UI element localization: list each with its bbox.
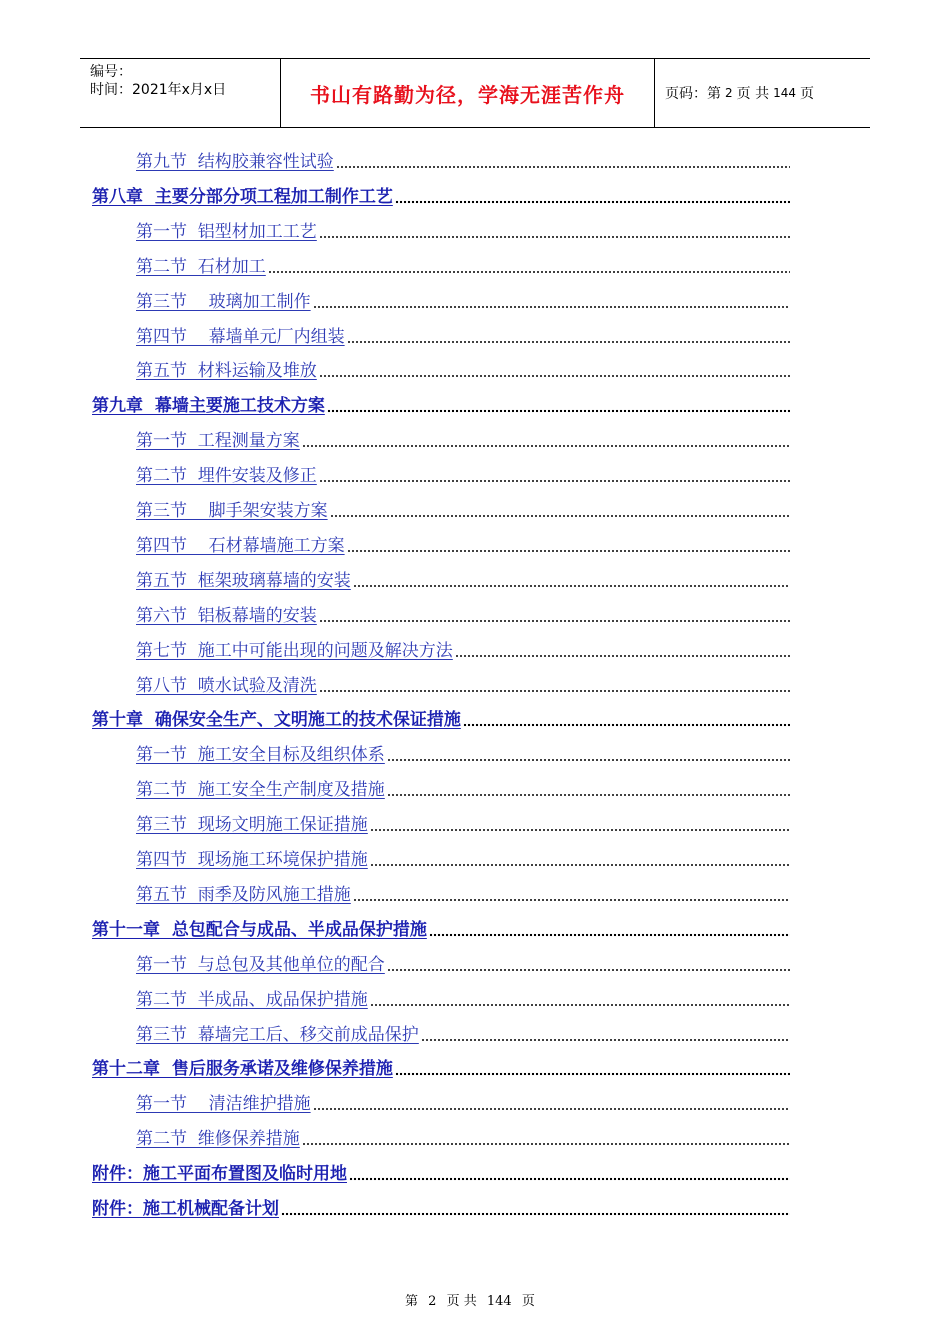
toc-dot-leader bbox=[319, 619, 790, 623]
footer-page-post: 页 bbox=[521, 1294, 535, 1309]
toc-section-entry[interactable] bbox=[136, 881, 790, 905]
toc-dot-leader bbox=[347, 549, 790, 553]
toc-dot-leader bbox=[395, 1072, 790, 1076]
toc-section-entry[interactable] bbox=[136, 1021, 790, 1045]
toc-dot-leader bbox=[387, 793, 790, 797]
document-time-label: 时间：2021年x月x日 bbox=[90, 82, 227, 98]
toc-entry-link[interactable]: 第五节 雨季及防风施工措施 bbox=[136, 885, 351, 905]
toc-entry-link[interactable]: 第一节 铝型材加工工艺 bbox=[136, 222, 317, 242]
toc-section-entry[interactable] bbox=[136, 1125, 790, 1149]
toc-section-entry[interactable] bbox=[136, 148, 790, 172]
header-page-label-pre: 页码：第 bbox=[665, 86, 721, 102]
toc-section-entry[interactable] bbox=[136, 567, 790, 591]
toc-section-entry[interactable] bbox=[136, 323, 790, 347]
toc-chapter-entry[interactable] bbox=[92, 916, 790, 940]
header-page-label-mid: 页 共 bbox=[736, 86, 770, 102]
toc-section-entry[interactable] bbox=[136, 951, 790, 975]
page-header bbox=[80, 58, 870, 128]
toc-dot-leader bbox=[463, 723, 790, 727]
toc-dot-leader bbox=[349, 1177, 790, 1181]
toc-entry-link[interactable]: 第十二章 售后服务承诺及维修保养措施 bbox=[92, 1059, 393, 1079]
toc-dot-leader bbox=[353, 898, 790, 902]
toc-entry-link[interactable]: 第四节 幕墙单元厂内组装 bbox=[136, 327, 345, 347]
toc-dot-leader bbox=[370, 1003, 790, 1007]
toc-section-entry[interactable] bbox=[136, 532, 790, 556]
toc-entry-link[interactable]: 第十一章 总包配合与成品、半成品保护措施 bbox=[92, 920, 427, 940]
toc-section-entry[interactable] bbox=[136, 497, 790, 521]
header-page-current: 2 bbox=[725, 86, 733, 100]
toc-section-entry[interactable] bbox=[136, 637, 790, 661]
toc-chapter-entry[interactable] bbox=[92, 706, 790, 730]
toc-section-entry[interactable] bbox=[136, 672, 790, 696]
toc-entry-link[interactable]: 附件：施工平面布置图及临时用地 bbox=[92, 1164, 347, 1184]
toc-dot-leader bbox=[387, 758, 790, 762]
toc-entry-link[interactable]: 第二节 石材加工 bbox=[136, 257, 266, 277]
toc-chapter-entry[interactable] bbox=[92, 392, 790, 416]
toc-entry-link[interactable]: 第七节 施工中可能出现的问题及解决方法 bbox=[136, 641, 453, 661]
toc-dot-leader bbox=[319, 235, 790, 239]
footer-page-total: 144 bbox=[486, 1294, 512, 1309]
toc-section-entry[interactable] bbox=[136, 986, 790, 1010]
toc-entry-link[interactable]: 第八章 主要分部分项工程加工制作工艺 bbox=[92, 187, 393, 207]
toc-dot-leader bbox=[370, 863, 790, 867]
toc-entry-link[interactable]: 附件：施工机械配备计划 bbox=[92, 1199, 279, 1219]
toc-dot-leader bbox=[319, 689, 790, 693]
footer-page-current: 2 bbox=[428, 1294, 437, 1309]
toc-entry-link[interactable]: 第四节 石材幕墙施工方案 bbox=[136, 536, 345, 556]
toc-section-entry[interactable] bbox=[136, 811, 790, 835]
document-number-label: 编号： bbox=[90, 64, 132, 80]
toc-entry-link[interactable]: 第三节 脚手架安装方案 bbox=[136, 501, 328, 521]
toc-dot-leader bbox=[370, 828, 790, 832]
header-page-total: 144 bbox=[773, 86, 796, 100]
toc-entry-link[interactable]: 第二节 半成品、成品保护措施 bbox=[136, 990, 368, 1010]
toc-entry-link[interactable]: 第九章 幕墙主要施工技术方案 bbox=[92, 396, 325, 416]
toc-entry-link[interactable]: 第八节 喷水试验及清洗 bbox=[136, 676, 317, 696]
toc-dot-leader bbox=[429, 933, 790, 937]
toc-entry-link[interactable]: 第五节 材料运输及堆放 bbox=[136, 361, 317, 381]
toc-chapter-entry[interactable] bbox=[92, 183, 790, 207]
toc-section-entry[interactable] bbox=[136, 253, 790, 277]
toc-dot-leader bbox=[302, 1142, 790, 1146]
toc-dot-leader bbox=[313, 305, 790, 309]
header-page-label-post: 页 bbox=[800, 86, 814, 102]
header-meta bbox=[80, 59, 281, 127]
toc-dot-leader bbox=[395, 200, 790, 204]
toc-section-entry[interactable] bbox=[136, 462, 790, 486]
toc-entry-link[interactable]: 第四节 现场施工环境保护措施 bbox=[136, 850, 368, 870]
toc-entry-link[interactable]: 第九节 结构胶兼容性试验 bbox=[136, 152, 334, 172]
footer-page-pre: 第 bbox=[405, 1294, 419, 1309]
toc-chapter-entry[interactable] bbox=[92, 1055, 790, 1079]
toc-entry-link[interactable]: 第一节 施工安全目标及组织体系 bbox=[136, 745, 385, 765]
toc-section-entry[interactable] bbox=[136, 218, 790, 242]
footer-page-mid: 页 共 bbox=[446, 1294, 477, 1309]
toc-section-entry[interactable] bbox=[136, 846, 790, 870]
toc-dot-leader bbox=[313, 1107, 790, 1111]
toc-section-entry[interactable] bbox=[136, 357, 790, 381]
toc-entry-link[interactable]: 第一节 清洁维护措施 bbox=[136, 1094, 311, 1114]
toc-section-entry[interactable] bbox=[136, 741, 790, 765]
toc-entry-link[interactable]: 第十章 确保安全生产、文明施工的技术保证措施 bbox=[92, 710, 461, 730]
toc-chapter-entry[interactable] bbox=[92, 1160, 790, 1184]
toc-dot-leader bbox=[455, 654, 790, 658]
toc-dot-leader bbox=[347, 340, 790, 344]
toc-entry-link[interactable]: 第三节 玻璃加工制作 bbox=[136, 292, 311, 312]
toc-entry-link[interactable]: 第一节 与总包及其他单位的配合 bbox=[136, 955, 385, 975]
toc-dot-leader bbox=[421, 1038, 790, 1042]
toc-chapter-entry[interactable] bbox=[92, 1195, 790, 1219]
header-motto: 书山有路勤为径，学海无涯苦作舟 bbox=[281, 59, 655, 127]
toc-entry-link[interactable]: 第三节 幕墙完工后、移交前成品保护 bbox=[136, 1025, 419, 1045]
toc-dot-leader bbox=[268, 270, 790, 274]
toc-dot-leader bbox=[302, 444, 790, 448]
toc-entry-link[interactable]: 第六节 铝板幕墙的安装 bbox=[136, 606, 317, 626]
toc-entry-link[interactable]: 第二节 埋件安装及修正 bbox=[136, 466, 317, 486]
toc-dot-leader bbox=[387, 968, 790, 972]
toc-dot-leader bbox=[319, 374, 790, 378]
toc-entry-link[interactable]: 第三节 现场文明施工保证措施 bbox=[136, 815, 368, 835]
toc-section-entry[interactable] bbox=[136, 776, 790, 800]
toc-dot-leader bbox=[327, 409, 790, 413]
toc-entry-link[interactable]: 第一节 工程测量方案 bbox=[136, 431, 300, 451]
toc-section-entry[interactable] bbox=[136, 1090, 790, 1114]
header-page-info bbox=[655, 59, 870, 127]
toc-dot-leader bbox=[353, 584, 790, 588]
toc-dot-leader bbox=[319, 479, 790, 483]
toc-entry-link[interactable]: 第五节 框架玻璃幕墙的安装 bbox=[136, 571, 351, 591]
toc-dot-leader bbox=[281, 1212, 790, 1216]
toc-entry-link[interactable]: 第二节 维修保养措施 bbox=[136, 1129, 300, 1149]
toc-dot-leader bbox=[336, 165, 790, 169]
toc-section-entry[interactable] bbox=[136, 602, 790, 626]
toc-dot-leader bbox=[330, 514, 790, 518]
toc-section-entry[interactable] bbox=[136, 427, 790, 451]
page-footer bbox=[0, 1290, 950, 1309]
toc-entry-link[interactable]: 第二节 施工安全生产制度及措施 bbox=[136, 780, 385, 800]
toc-section-entry[interactable] bbox=[136, 288, 790, 312]
